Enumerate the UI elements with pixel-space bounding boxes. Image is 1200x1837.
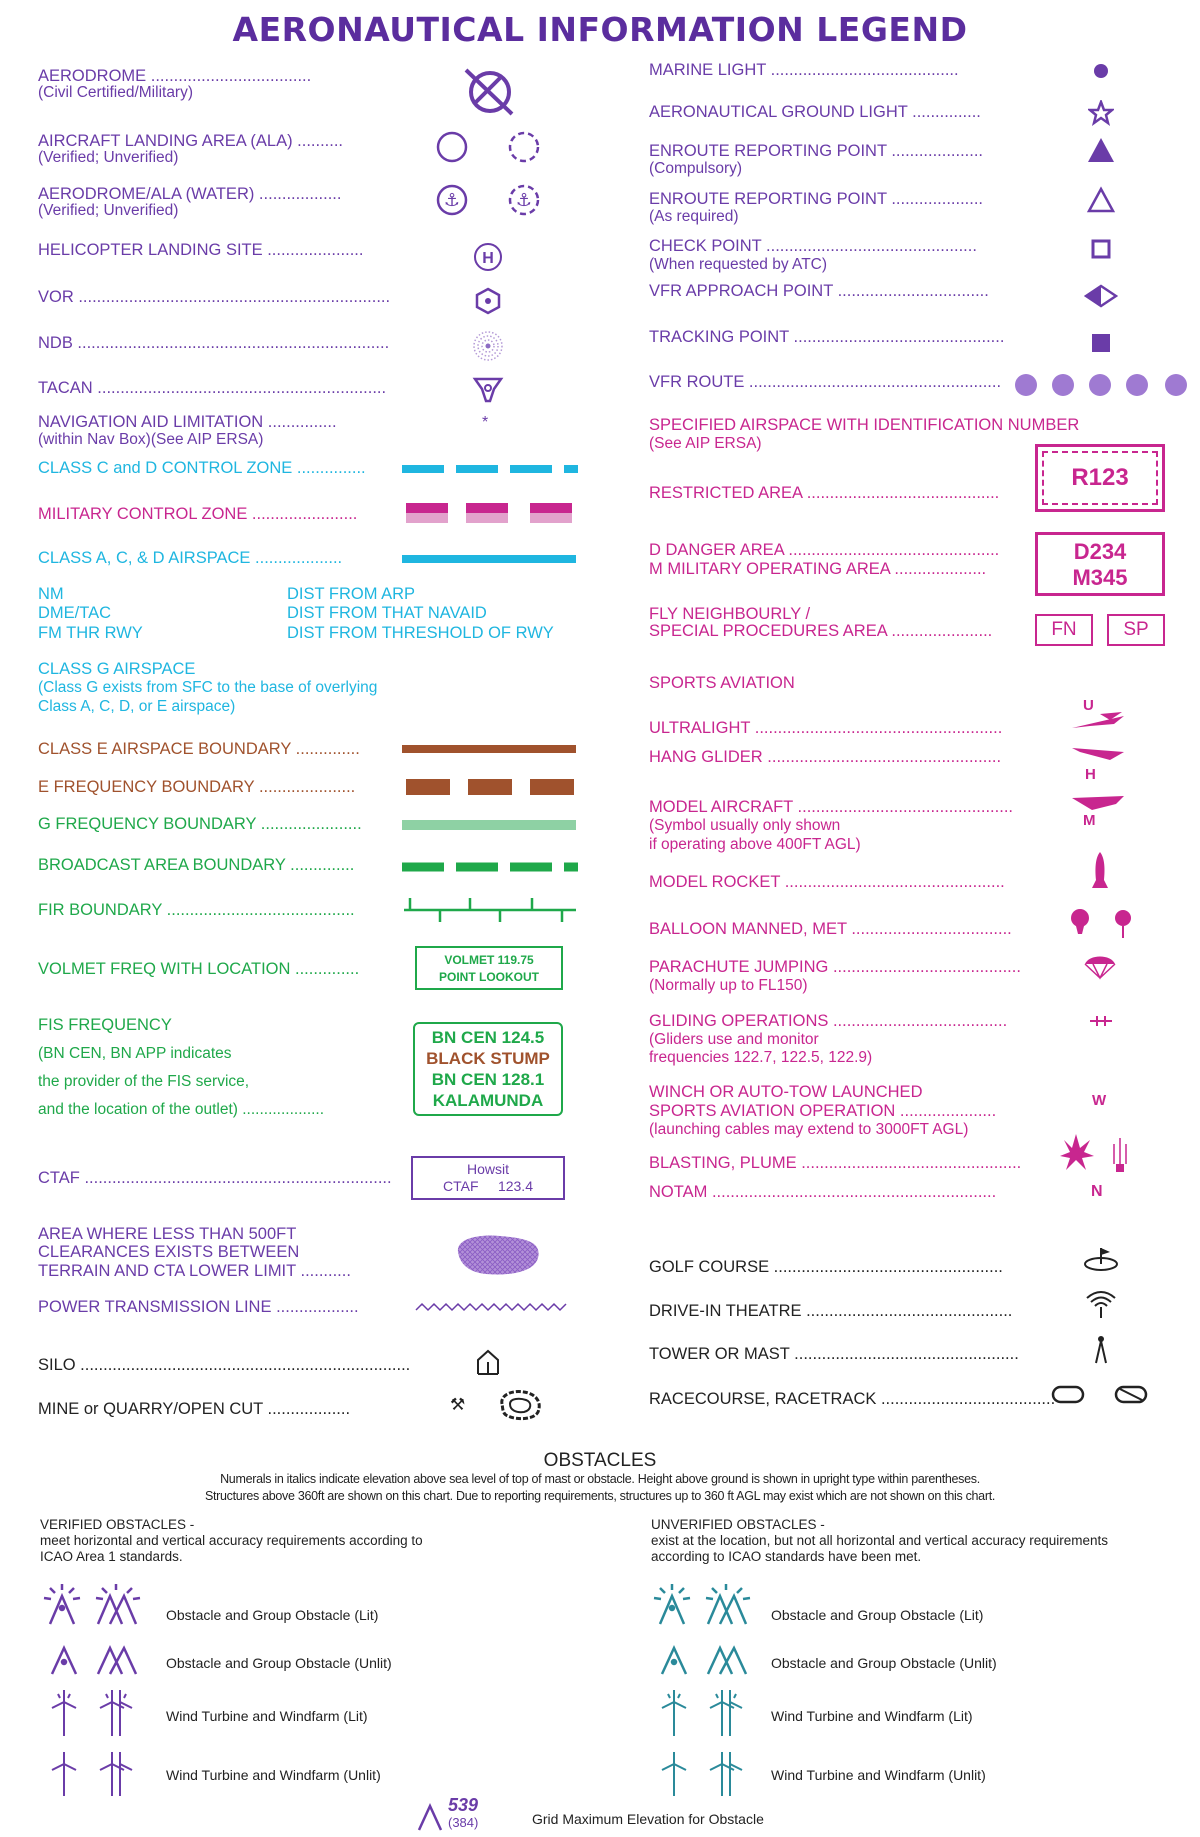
classa-line <box>400 553 578 565</box>
unverified-desc2: according to ICAO standards have been met. <box>651 1549 922 1564</box>
balloon-label: BALLOON MANNED, MET ................................... <box>649 920 1012 938</box>
gfreq-line <box>400 818 578 832</box>
restricted-box-id: R123 <box>1042 451 1158 505</box>
ctaf-box <box>411 1156 565 1200</box>
gliding-sub1: (Gliders use and monitor <box>649 1031 819 1048</box>
fir-label: FIR BOUNDARY ......................................... <box>38 901 355 919</box>
ala-sub: (Verified; Unverified) <box>38 149 179 166</box>
restricted-label: RESTRICTED AREA .......................................... <box>649 484 1000 502</box>
glider-icon <box>1089 1014 1113 1028</box>
ground-light-star-icon <box>1088 100 1114 126</box>
sports-label: SPORTS AVIATION <box>649 674 795 692</box>
balloon-icons <box>1066 906 1138 940</box>
star-small-icon: * <box>482 414 489 431</box>
power-line <box>414 1300 568 1316</box>
volmet-label: VOLMET FREQ WITH LOCATION .............. <box>38 960 360 978</box>
unverified-obstacle-unlit-icons <box>650 1644 760 1678</box>
verified-turbine-unlit-icons <box>40 1748 150 1798</box>
unverified-obstacle-lit-icons <box>650 1580 760 1628</box>
hang-letter: H <box>1085 766 1096 783</box>
asrequired-triangle-icon <box>1086 186 1116 214</box>
verified-obstacle-unlit-icons <box>40 1644 150 1678</box>
model-aircraft-icon <box>1070 794 1126 814</box>
mil-label: MILITARY CONTROL ZONE ....................... <box>38 505 358 523</box>
water-label: AERODROME/ALA (WATER) .................. <box>38 185 342 203</box>
dist-code-dme: DME/TAC <box>38 604 112 622</box>
svg-text:⚓: ⚓ <box>515 190 533 211</box>
verified-desc1: meet horizontal and vertical accuracy requirements according to <box>40 1533 423 1548</box>
grid-max-obstacle-icon <box>415 1802 445 1832</box>
aground-label: AERONAUTICAL GROUND LIGHT ............... <box>649 103 981 121</box>
dist-code-thr: FM THR RWY <box>38 624 143 642</box>
unverified-turbine-lit-icons <box>650 1688 760 1738</box>
power-label: POWER TRANSMISSION LINE .................. <box>38 1298 359 1316</box>
race-label: RACECOURSE, RACETRACK ...................................... <box>649 1390 1056 1408</box>
specified-sub: (See AIP ERSA) <box>649 435 762 452</box>
tacan-icon <box>472 375 504 407</box>
hang-label: HANG GLIDER ................................................... <box>649 748 1002 766</box>
drivein-label: DRIVE-IN THEATRE ............................................. <box>649 1302 1013 1320</box>
silo-label: SILO ........................................................................ <box>38 1356 411 1374</box>
vfrap-label: VFR APPROACH POINT ................................. <box>649 282 989 300</box>
ultralight-letter: U <box>1083 697 1094 714</box>
drivein-icon <box>1084 1290 1118 1320</box>
helipad-icon <box>472 241 504 273</box>
rocket-icon <box>1088 850 1112 890</box>
unverified-turbine-unlit-icons <box>650 1748 760 1798</box>
vor-label: VOR .................................................................... <box>38 288 391 306</box>
verified-row3-label: Wind Turbine and Windfarm (Lit) <box>166 1708 368 1724</box>
fly-label1: FLY NEIGHBOURLY / <box>649 605 811 623</box>
ndb-label: NDB .................................................................... <box>38 334 390 352</box>
mil-zone-line <box>406 503 578 527</box>
unverified-row1-label: Obstacle and Group Obstacle (Lit) <box>771 1607 984 1623</box>
winch-label1: WINCH OR AUTO-TOW LAUNCHED <box>649 1083 923 1101</box>
blasting-label: BLASTING, PLUME ................................................ <box>649 1154 1022 1172</box>
winch-sub: (launching cables may extend to 3000FT AGL) <box>649 1121 969 1138</box>
unverified-heading <box>651 1517 1108 1565</box>
golf-icon <box>1082 1246 1120 1274</box>
tacan-label: TACAN ............................................................... <box>38 379 387 397</box>
fis-sub3: and the location of the outlet) ................... <box>38 1101 325 1118</box>
tracking-square-icon <box>1090 332 1112 354</box>
water-anchor-icons <box>432 183 542 217</box>
checkpoint-square-icon <box>1090 238 1112 260</box>
erp-r-label: ENROUTE REPORTING POINT .................... <box>649 190 984 208</box>
check-label: CHECK POINT .............................................. <box>649 237 977 255</box>
area500-label3: TERRAIN AND CTA LOWER LIMIT ........... <box>38 1262 351 1280</box>
fis-sub2: the provider of the FIS service, <box>38 1073 250 1090</box>
tower-icon <box>1092 1335 1110 1365</box>
classg-sub1: (Class G exists from SFC to the base of overlying <box>38 679 378 696</box>
dist-code-nm: NM <box>38 585 64 603</box>
area500-hatched-shape <box>450 1232 546 1278</box>
broadcast-line <box>400 861 580 873</box>
efreq-line <box>406 777 578 799</box>
parachute-icon <box>1083 954 1117 982</box>
winch-label2: SPORTS AVIATION OPERATION ..................... <box>649 1102 997 1120</box>
classg-label: CLASS G AIRSPACE <box>38 660 196 678</box>
grid-elevation-value: 539 <box>448 1795 479 1815</box>
model-letter: M <box>1083 812 1096 829</box>
moa-label: M MILITARY OPERATING AREA .................... <box>649 560 987 578</box>
grid-height-value: (384) <box>448 1815 479 1830</box>
dist-desc-navaid: DIST FROM THAT NAVAID <box>287 604 487 622</box>
erp-r-sub: (As required) <box>649 208 739 225</box>
classc-label: CLASS C and D CONTROL ZONE ............... <box>38 459 366 477</box>
volmet-box-line1: VOLMET 119.75 <box>444 953 534 967</box>
ctaf-label: CTAF ................................................................... <box>38 1169 392 1187</box>
svg-text:⚓: ⚓ <box>443 190 461 211</box>
notam-label: NOTAM .............................................................. <box>649 1183 997 1201</box>
dist-desc-rwy: DIST FROM THRESHOLD OF RWY <box>287 624 554 642</box>
mine-label: MINE or QUARRY/OPEN CUT .................. <box>38 1400 351 1418</box>
water-sub: (Verified; Unverified) <box>38 202 179 219</box>
gliding-sub2: frequencies 122.7, 122.5, 122.9) <box>649 1049 873 1066</box>
gfreq-label: G FREQUENCY BOUNDARY ...................... <box>38 815 362 833</box>
vor-icon <box>474 287 502 315</box>
obstacles-note1: Numerals in italics indicate elevation above sea level of top of mast or obstacle. Height above ground is shown in upright type within parentheses. <box>220 1472 980 1486</box>
classe-line <box>400 743 578 755</box>
ctaf-box-freq: 123.4 <box>497 1178 533 1194</box>
golf-label: GOLF COURSE .................................................. <box>649 1258 1003 1276</box>
fis-box-line3: BN CEN 128.1 <box>431 1070 545 1089</box>
ultralight-label: ULTRALIGHT ...................................................... <box>649 719 1003 737</box>
model-sub2: if operating above 400FT AGL) <box>649 836 861 853</box>
navlim-label: NAVIGATION AID LIMITATION ............... <box>38 413 337 431</box>
danger-box-id: D234 <box>1073 539 1127 564</box>
compulsory-triangle-icon <box>1086 136 1116 164</box>
efreq-label: E FREQUENCY BOUNDARY ..................... <box>38 778 356 796</box>
sp-box: SP <box>1107 614 1165 646</box>
danger-moa-box <box>1035 532 1165 596</box>
volmet-box <box>415 946 563 990</box>
para-label: PARACHUTE JUMPING ......................................... <box>649 958 1021 976</box>
classe-label: CLASS E AIRSPACE BOUNDARY .............. <box>38 740 360 758</box>
silo-icon <box>474 1348 502 1376</box>
unverified-title: UNVERIFIED OBSTACLES - <box>651 1517 825 1532</box>
broadcast-label: BROADCAST AREA BOUNDARY .............. <box>38 856 355 874</box>
verified-turbine-lit-icons <box>40 1688 150 1738</box>
quarry-icon <box>496 1386 544 1422</box>
unverified-row4-label: Wind Turbine and Windfarm (Unlit) <box>771 1767 986 1783</box>
aerodrome-label: AERODROME ................................... <box>38 67 312 85</box>
obstacles-heading: OBSTACLES <box>543 1450 657 1471</box>
erp-c-label: ENROUTE REPORTING POINT .................... <box>649 142 984 160</box>
rocket-label: MODEL ROCKET ................................................ <box>649 873 1005 891</box>
unverified-row2-label: Obstacle and Group Obstacle (Unlit) <box>771 1655 997 1671</box>
verified-title: VERIFIED OBSTACLES - <box>40 1517 195 1532</box>
specified-label: SPECIFIED AIRSPACE WITH IDENTIFICATION NUMBER <box>649 416 1080 434</box>
verified-heading <box>40 1517 423 1565</box>
fir-line <box>402 896 578 930</box>
moa-box-id: M345 <box>1072 565 1128 590</box>
gliding-label: GLIDING OPERATIONS ...................................... <box>649 1012 1008 1030</box>
racecourse-icons <box>1050 1384 1152 1406</box>
aerodrome-sub: (Civil Certified/Military) <box>38 84 194 101</box>
track-label: TRACKING POINT .............................................. <box>649 328 1005 346</box>
unverified-desc1: exist at the location, but not all horizontal and vertical accuracy requirements <box>651 1533 1108 1548</box>
fn-box: FN <box>1035 614 1093 646</box>
ala-label: AIRCRAFT LANDING AREA (ALA) .......... <box>38 132 344 150</box>
svg-text:H: H <box>482 250 494 267</box>
verified-row1-label: Obstacle and Group Obstacle (Lit) <box>166 1607 379 1623</box>
mine-pick-icon: ⚒ <box>450 1395 466 1415</box>
fis-label: FIS FREQUENCY <box>38 1016 172 1034</box>
unverified-row3-label: Wind Turbine and Windfarm (Lit) <box>771 1708 973 1724</box>
para-sub: (Normally up to FL150) <box>649 977 808 994</box>
dist-desc-arp: DIST FROM ARP <box>287 585 416 603</box>
ctaf-box-name: Howsit <box>466 1161 509 1177</box>
vfr-approach-diamond-icon <box>1084 284 1118 308</box>
winch-letter: W <box>1092 1092 1107 1109</box>
page-title: AERONAUTICAL INFORMATION LEGEND <box>232 10 968 49</box>
model-sub1: (Symbol usually only shown <box>649 817 841 834</box>
fis-sub1: (BN CEN, BN APP indicates <box>38 1045 232 1062</box>
marine-light-icon <box>1092 62 1110 80</box>
ultralight-icon <box>1070 710 1126 732</box>
fis-box-line2: BLACK STUMP <box>426 1049 550 1068</box>
vfrroute-label: VFR ROUTE ....................................................... <box>649 373 1002 391</box>
restricted-box <box>1035 444 1165 512</box>
classc-line <box>400 463 580 475</box>
hang-glider-icon <box>1070 742 1126 764</box>
verified-row4-label: Wind Turbine and Windfarm (Unlit) <box>166 1767 381 1783</box>
volmet-box-line2: POINT LOOKOUT <box>439 970 539 984</box>
navlim-sub: (within Nav Box)(See AIP ERSA) <box>38 431 264 448</box>
ctaf-box-ctaf: CTAF <box>442 1178 479 1194</box>
ndb-icon <box>472 330 504 362</box>
classg-sub2: Class A, C, D, or E airspace) <box>38 698 236 715</box>
fis-box-line1: BN CEN 124.5 <box>431 1028 545 1047</box>
grid-max-label: Grid Maximum Elevation for Obstacle <box>532 1811 764 1827</box>
fly-label2: SPECIAL PROCEDURES AREA ...................... <box>649 622 993 640</box>
notam-letter: N <box>1091 1183 1103 1200</box>
tower-label: TOWER OR MAST ................................................. <box>649 1345 1019 1363</box>
blasting-plume-icons <box>1058 1130 1132 1174</box>
danger-label: D DANGER AREA .............................................. <box>649 541 1000 559</box>
classa-label: CLASS A, C, & D AIRSPACE ................... <box>38 549 343 567</box>
ala-icons <box>432 130 542 164</box>
obstacles-note2: Structures above 360ft are shown on this chart. Due to reporting requirements, structures up to 360 ft AGL may exist which are not shown on this chart. <box>204 1489 996 1503</box>
verified-desc2: ICAO Area 1 standards. <box>40 1549 183 1564</box>
area500-label1: AREA WHERE LESS THAN 500FT <box>38 1225 297 1243</box>
verified-row2-label: Obstacle and Group Obstacle (Unlit) <box>166 1655 392 1671</box>
area500-label2: CLEARANCES EXISTS BETWEEN <box>38 1243 300 1261</box>
erp-c-sub: (Compulsory) <box>649 160 743 177</box>
fis-box-line4: KALAMUNDA <box>432 1091 544 1110</box>
aerodrome-icon <box>460 64 520 120</box>
marine-label: MARINE LIGHT ......................................... <box>649 61 959 79</box>
vfr-route-dots <box>1012 371 1194 399</box>
fis-box <box>413 1022 563 1116</box>
check-sub: (When requested by ATC) <box>649 256 828 273</box>
heli-label: HELICOPTER LANDING SITE ..................... <box>38 241 364 259</box>
verified-obstacle-lit-icons <box>40 1580 150 1628</box>
model-label: MODEL AIRCRAFT ............................................... <box>649 798 1013 816</box>
